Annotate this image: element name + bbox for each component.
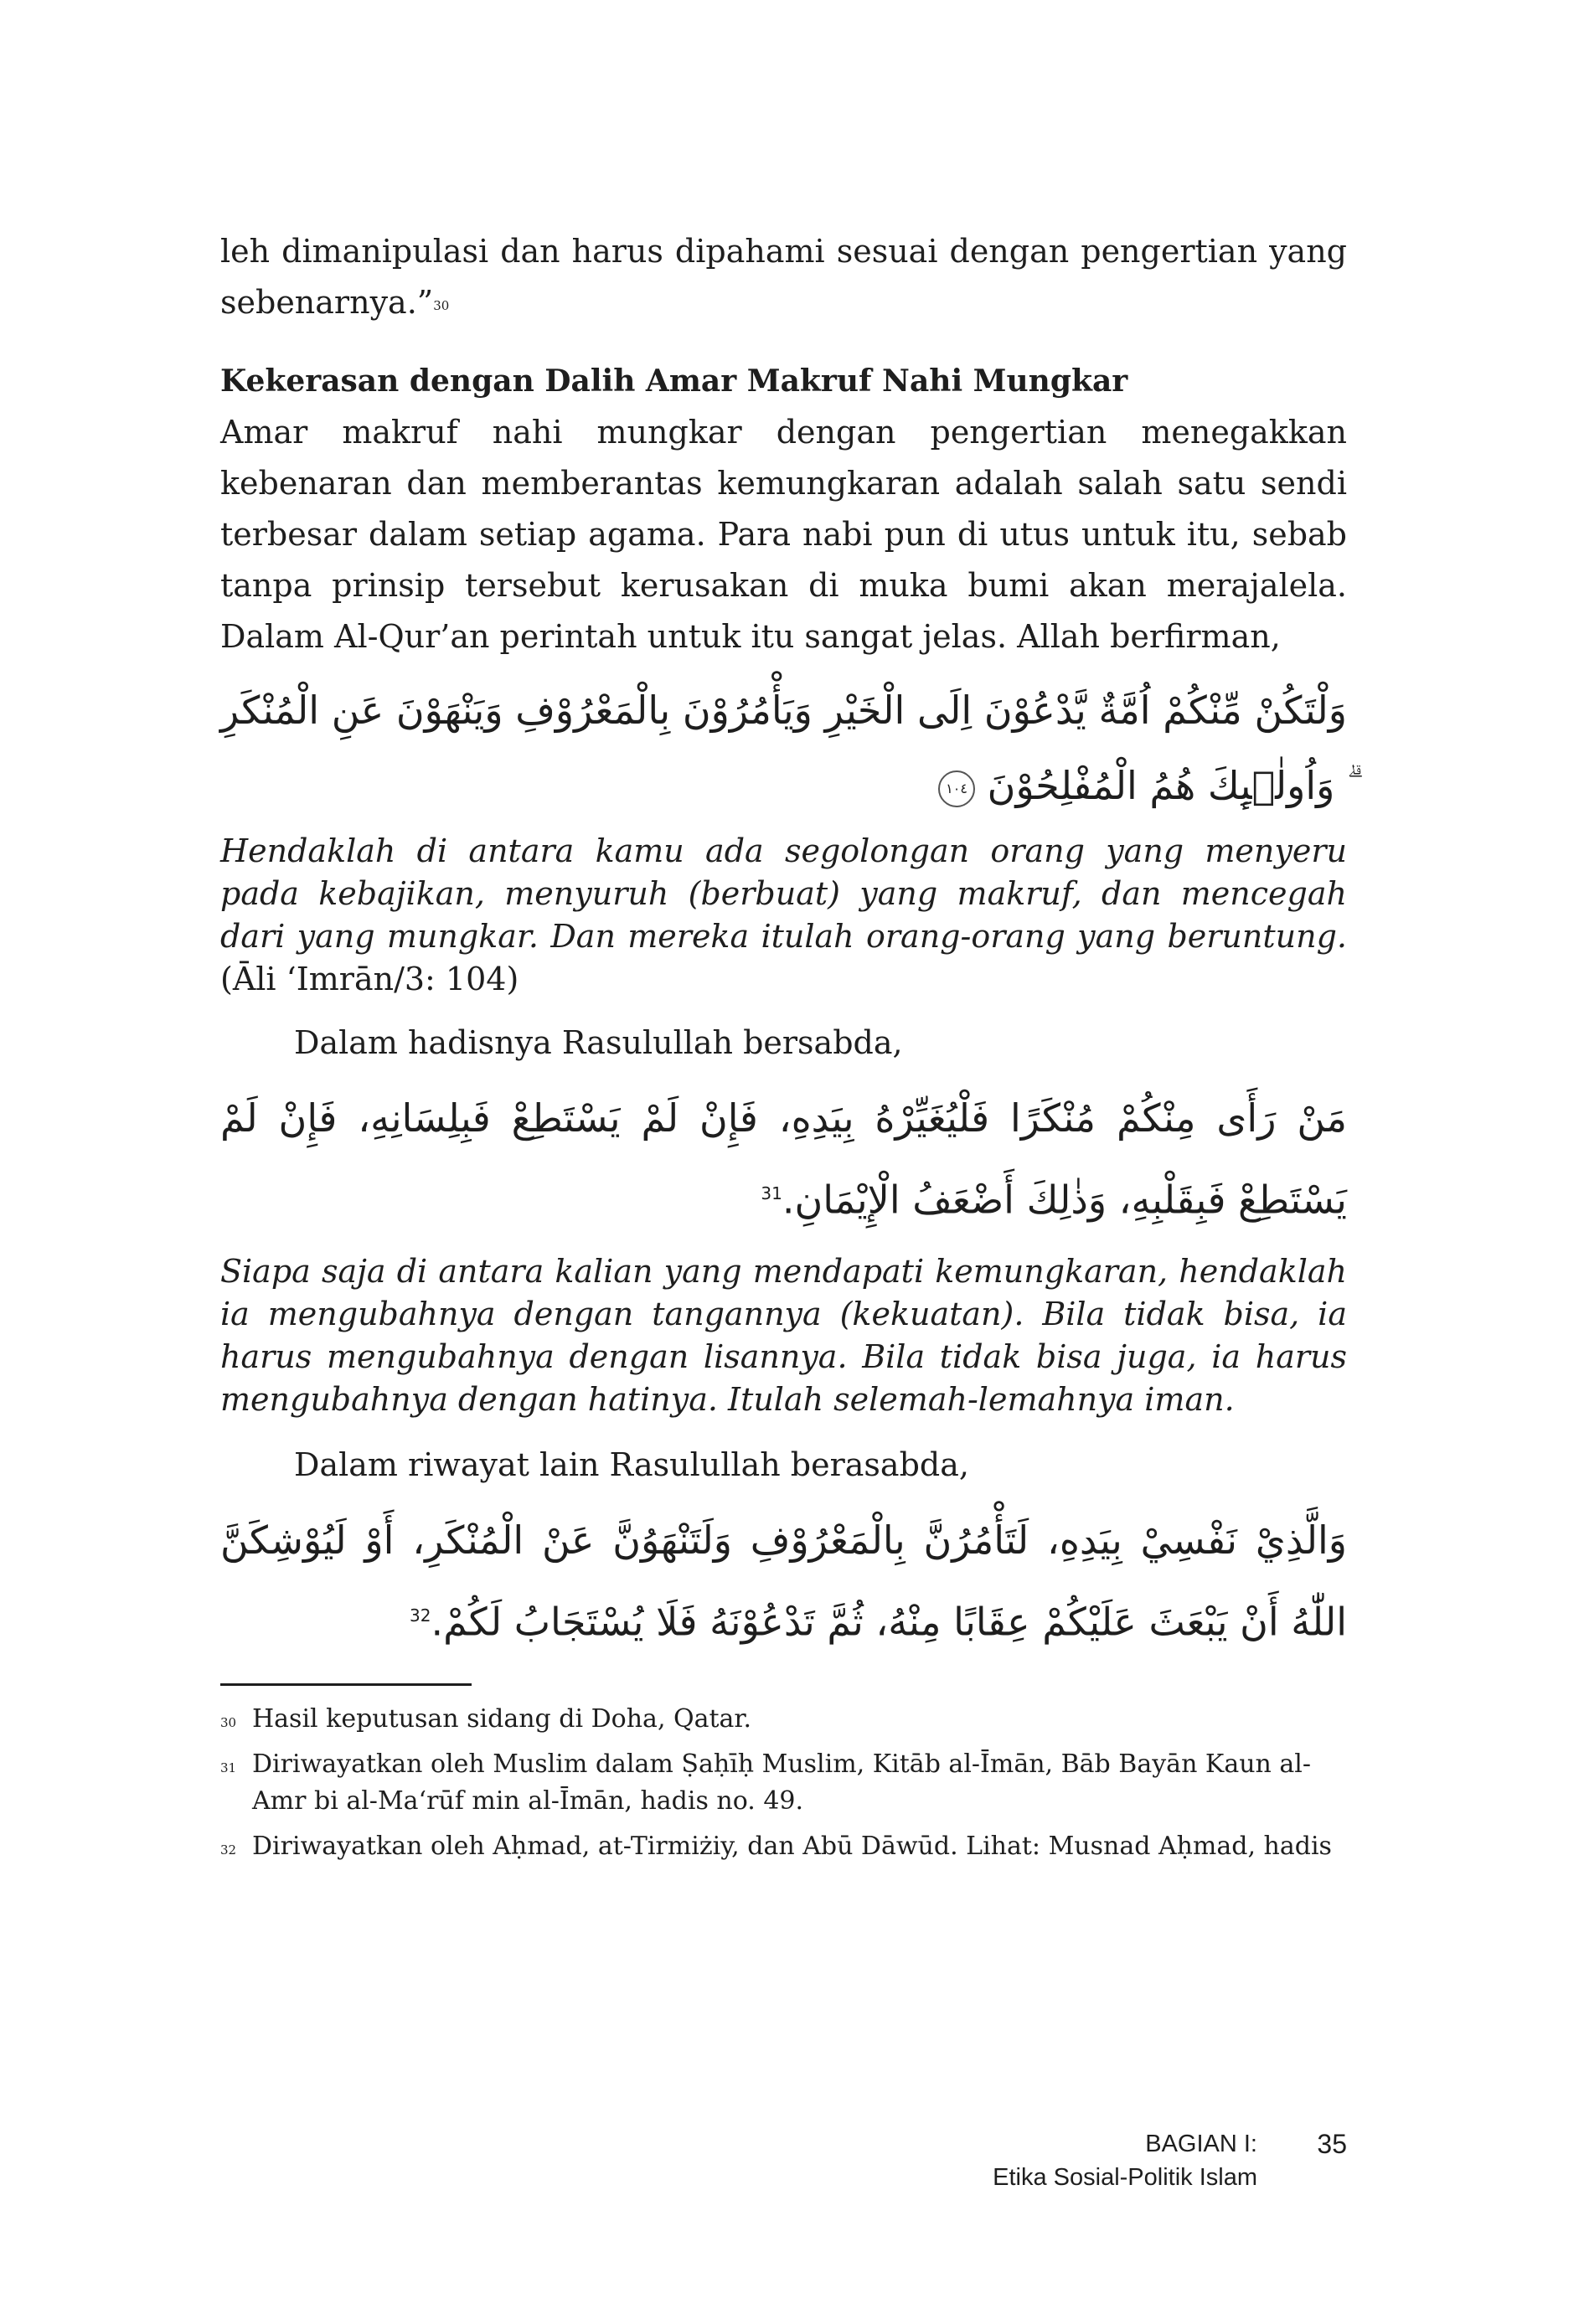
page-number: 35 [1317,2129,1347,2159]
verse-reference: (Āli ‘Imrān/3: 104) [220,961,519,997]
opening-paragraph-text: leh dimanipulasi dan harus dipahami sesuai dengan pengertian yang sebenarnya.” [220,233,1347,321]
hadith-intro-1: Dalam hadisnya Rasulullah bersabda, [294,1024,903,1061]
footer-part-subtitle: Etika Sosial-Politik Islam [993,2164,1257,2191]
hadith-2-text: وَالَّذِيْ نَفْسِيْ بِيَدِهِ، لَتَأْمُرُنَّ بِالْمَعْرُوْفِ وَلَتَنْهَوُنَّ عَنْ الْمُنْكَرِ، أَوْ لَيُوْشِكَنَّ اللّٰهُ أَنْ يَبْعَثَ عَلَيْكُمْ عِقَابًا مِنْهُ، ثُمَّ تَدْعُوْنَهُ فَلَا يُسْتَجَابُ لَكُمْ. [220,1518,1347,1645]
footnote-31 [220,1746,1347,1820]
hadith-intro-2: Dalam riwayat lain Rasulullah berasabda, [294,1446,969,1484]
verse-number-marker: ١٠٤ [938,770,975,807]
quran-verse-text: وَلْتَكُنْ مِّنْكُمْ اُمَّةٌ يَّدْعُوْنَ اِلَى الْخَيْرِ وَيَأْمُرُوْنَ بِالْمَعْرُوْفِ وَيَنْهَوْنَ عَنِ الْمُنْكَرِ ۗ وَاُولٰۤىِٕكَ هُمُ الْمُفْلِحُوْنَ [220,688,1347,808]
section-heading: Kekerasan dengan Dalih Amar Makruf Nahi Mungkar [220,363,1128,399]
footnote-text: Hasil keputusan sidang di Doha, Qatar. [252,1703,752,1734]
footnote-ref-32[interactable]: 32 [410,1605,431,1626]
running-footer [993,2127,1257,2194]
footnote-text: Diriwayatkan oleh Muslim dalam Ṣaḥīḥ Muslim, Kitāb al-Īmān, Bāb Bayān Kaun al-Amr bi al-Ma‘rūf min al-Īmān, hadis no. 49. [252,1749,1312,1816]
footnote-text: Diriwayatkan oleh Aḥmad, at-Tirmiżiy, dan Abū Dāwūd. Lihat: Musnad Aḥmad, hadis [252,1831,1332,1861]
verse-translation-text: Hendaklah di antara kamu ada segolongan orang yang menyeru pada kebajikan, menyuruh (berbuat) yang makruf, dan mencegah dari yang mungkar. Dan mereka itulah orang-orang yang beruntung. [220,832,1347,955]
footnote-ref-31[interactable]: 31 [761,1183,782,1203]
intro-paragraph: Amar makruf nahi mungkar dengan pengertian menegakkan kebenaran dan memberantas kemungkaran adalah salah satu sendi terbesar dalam setiap agama. Para nabi pun di utus untuk itu, sebab tanpa prinsip tersebut kerusakan di muka bumi akan merajalela. Dalam Al-Qur’an perintah untuk itu sangat jelas. Allah berfirman, [220,414,1347,655]
quran-verse-translation [220,830,1347,1001]
footnote-number: 30 [220,1714,237,1730]
hadith-1-arabic [220,1080,1347,1237]
footnote-number: 32 [220,1842,237,1858]
footnote-32 [220,1828,1347,1865]
opening-paragraph [220,226,1347,328]
footnote-number: 31 [220,1760,237,1775]
hadith-1-translation: Siapa saja di antara kalian yang mendapati kemungkaran, hendaklah ia mengubahnya dengan tangannya (kekuatan). Bila tidak bisa, ia harus mengubahnya dengan lisannya. Bila tidak bisa juga, ia harus mengubahnya dengan hatinya. Itulah selemah-lemahnya iman. [220,1253,1347,1419]
hadith-1-text: مَنْ رَأَى مِنْكُمْ مُنْكَرًا فَلْيُغَيِّرْهُ بِيَدِهِ، فَإِنْ لَمْ يَسْتَطِعْ فَبِلِسَانِهِ، فَإِنْ لَمْ يَسْتَطِعْ فَبِقَلْبِهِ، وَذٰلِكَ أَضْعَفُ الْإِيْمَانِ. [220,1095,1347,1223]
hadith-2-arabic [220,1502,1347,1659]
page-body [220,226,1347,1865]
quran-verse-arabic [220,672,1347,823]
footnote-ref-30[interactable]: 30 [433,298,450,313]
footnote-30 [220,1701,1347,1738]
footer-part-label: BAGIAN I: [1145,2131,1257,2157]
